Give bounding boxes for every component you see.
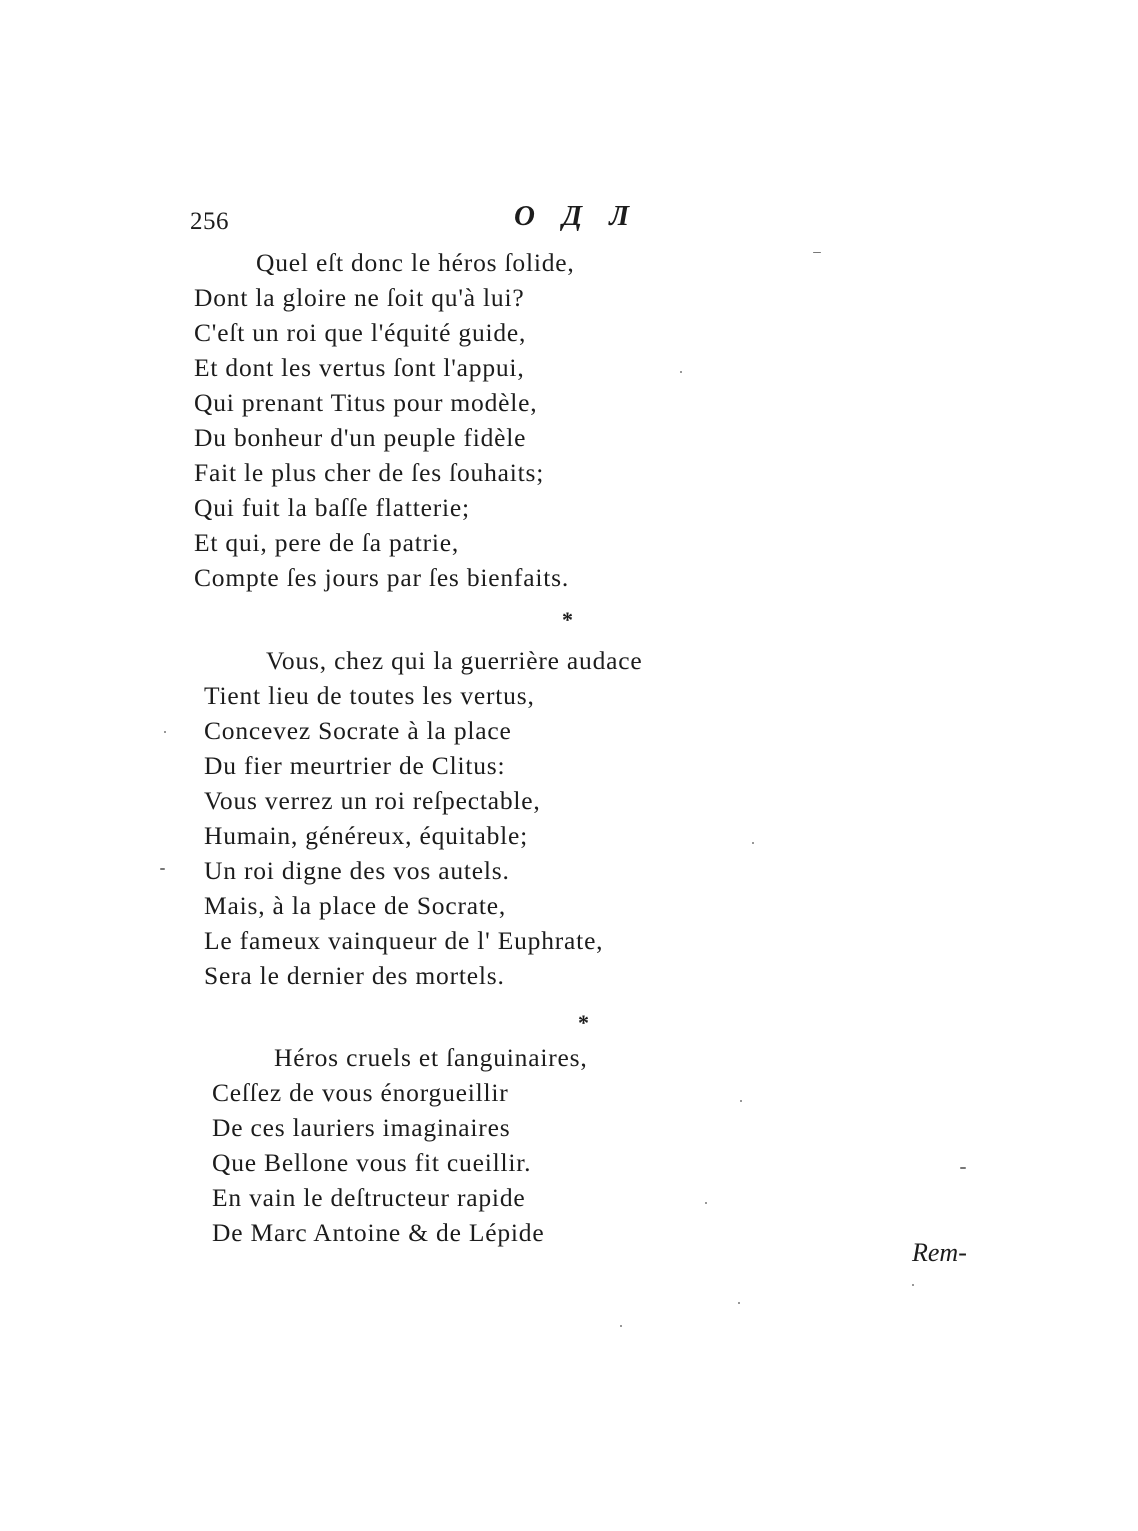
- scan-speck: [620, 1325, 622, 1327]
- scan-speck: [813, 252, 821, 253]
- scan-speck: [752, 842, 754, 844]
- stanza-separator-asterisk: *: [562, 607, 573, 632]
- verse-line: Vous verrez un roi reſpectable,: [204, 786, 541, 815]
- verse-line: Compte ſes jours par ſes bienfaits.: [194, 563, 570, 592]
- verse-line: Le fameux vainqueur de l' Euphrate,: [204, 926, 604, 955]
- verse-line: De ces lauriers imaginaires: [212, 1113, 511, 1142]
- verse-line: Du bonheur d'un peuple fidèle: [194, 423, 527, 452]
- stanza-3: [212, 1040, 588, 1250]
- scan-speck: [680, 371, 682, 373]
- verse-line: Fait le plus cher de ſes ſouhaits;: [194, 458, 545, 487]
- stanza-2: [204, 643, 642, 993]
- verse-line: Un roi digne des vos autels.: [204, 856, 510, 885]
- scan-speck: [160, 868, 165, 870]
- verse-line: De Marc Antoine & de Lépide: [212, 1218, 545, 1247]
- page-number: 256: [190, 208, 229, 235]
- verse-line: C'eſt un roi que l'équité guide,: [194, 318, 527, 347]
- scan-speck: [164, 731, 166, 733]
- verse-line: Humain, généreux, équitable;: [204, 821, 529, 850]
- verse-line: Héros cruels et ſanguinaires,: [274, 1043, 588, 1072]
- scan-speck: [912, 1284, 914, 1286]
- verse-line: Qui fuit la baſſe flatterie;: [194, 493, 470, 522]
- verse-line: Concevez Socrate à la place: [204, 716, 512, 745]
- verse-line: Quel eſt donc le héros ſolide,: [256, 248, 575, 277]
- verse-line: Dont la gloire ne ſoit qu'à lui?: [194, 283, 525, 312]
- stanza-1: [194, 245, 575, 595]
- verse-line: Sera le dernier des mortels.: [204, 961, 505, 990]
- verse-line: Que Bellone vous fit cueillir.: [212, 1148, 532, 1177]
- verse-line: Vous, chez qui la guerrière audace: [266, 646, 643, 675]
- verse-line: Qui prenant Titus pour modèle,: [194, 388, 538, 417]
- verse-line: Ceſſez de vous énorgueillir: [212, 1078, 509, 1107]
- scan-speck: [738, 1302, 740, 1304]
- verse-line: Mais, à la place de Socrate,: [204, 891, 507, 920]
- verse-line: En vain le deſtructeur rapide: [212, 1183, 526, 1212]
- catchword: Rem-: [912, 1238, 967, 1267]
- verse-line: Et dont les vertus ſont l'appui,: [194, 353, 525, 382]
- scan-speck: [705, 1202, 707, 1204]
- scan-speck: [740, 1100, 742, 1102]
- running-head: O Д Л: [514, 200, 640, 232]
- verse-line: Et qui, pere de ſa patrie,: [194, 528, 460, 557]
- stanza-separator-asterisk: *: [578, 1010, 589, 1035]
- verse-line: Du fier meurtrier de Clitus:: [204, 751, 506, 780]
- scan-speck: [960, 1167, 966, 1169]
- verse-line: Tient lieu de toutes les vertus,: [204, 681, 535, 710]
